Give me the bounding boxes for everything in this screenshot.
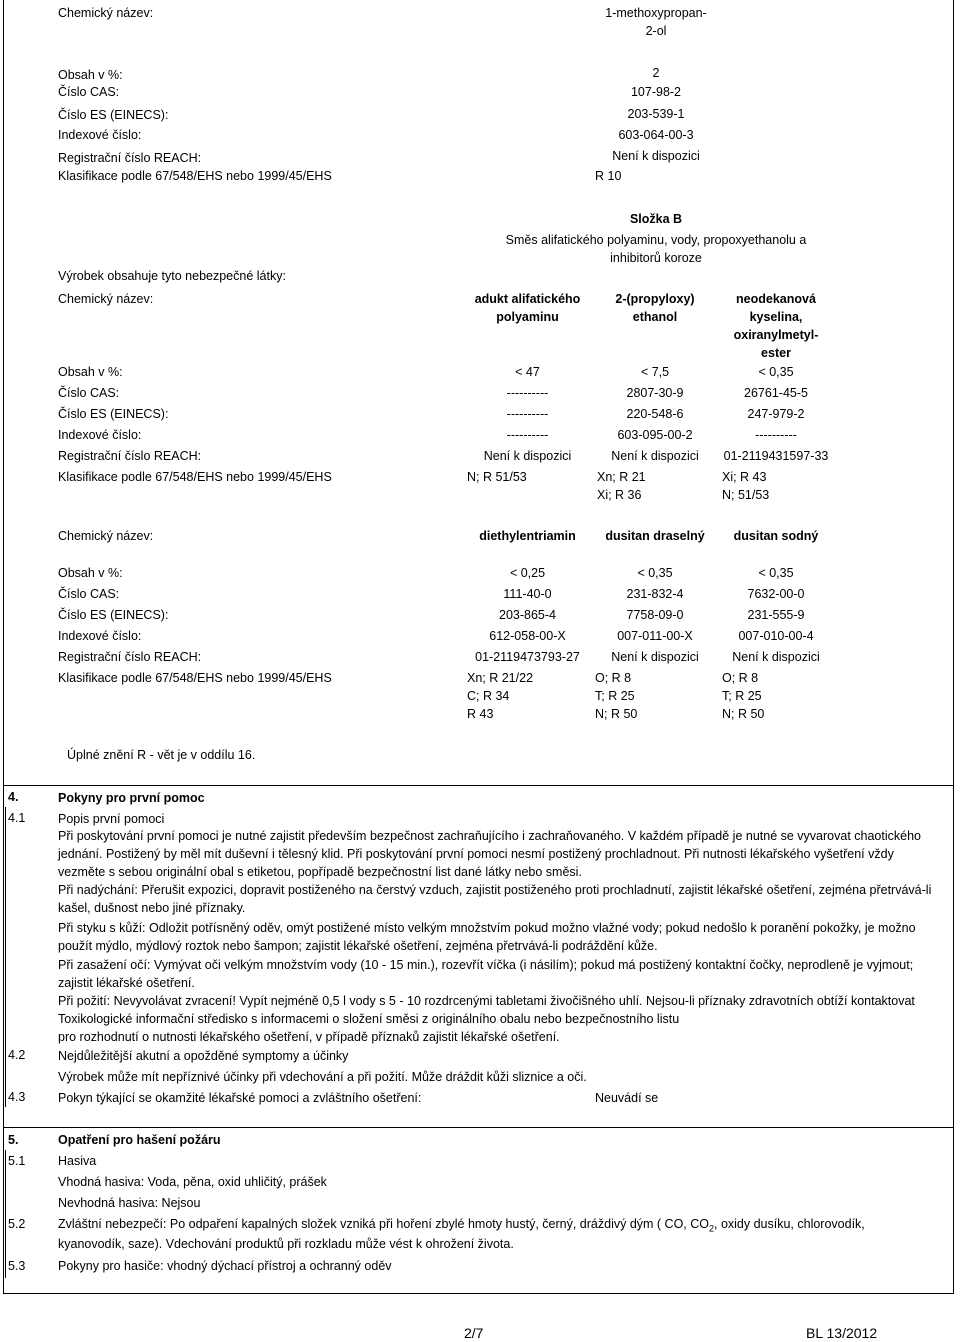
b3-col1-content: < 0,25 [509, 566, 546, 580]
b2-col3-es: 247-979-2 [747, 407, 805, 421]
label-reach: Registrační číslo REACH: [58, 449, 202, 463]
b3-col2-reach: Není k dispozici [611, 650, 699, 664]
es-value: 203-539-1 [627, 107, 685, 121]
section-5-title: Opatření pro hašení požáru [58, 1133, 221, 1147]
label-chemical-name-3: Chemický název: [58, 529, 154, 543]
label-classification: Klasifikace podle 67/548/EHS nebo 1999/45/EHS [58, 169, 332, 183]
b3-col3-cas: 7632-00-0 [747, 587, 805, 601]
label-cas: Číslo CAS: [58, 386, 120, 400]
special-hazards-text-end: , oxidy dusíku, chlorovodík, [714, 1217, 865, 1231]
label-reach: Registrační číslo REACH: [58, 151, 202, 165]
b2-col3-cas: 26761-45-5 [744, 386, 808, 400]
b3-col3-reach: Není k dispozici [732, 650, 820, 664]
label-es: Číslo ES (EINECS): [58, 608, 169, 622]
b3-col3-classification: O; R 8 [722, 671, 759, 685]
label-index: Indexové číslo: [58, 629, 142, 643]
subsection-4-2-number: 4.2 [8, 1048, 26, 1062]
index-value: 603-064-00-3 [618, 128, 694, 142]
cas-value: 107-98-2 [630, 85, 682, 99]
b3-col3-content: < 0,35 [758, 566, 794, 580]
section-5-number: 5. [8, 1133, 19, 1147]
b3-col3-name: dusitan sodný [733, 529, 819, 543]
subsection-4-2-text: Výrobek může mít nepříznivé účinky při vdechování a při požití. Může dráždit kůži sliznice a oči. [58, 1070, 587, 1084]
subsection-5-1-number: 5.1 [8, 1154, 26, 1168]
b3-col2-classification: T; R 25 [595, 689, 635, 703]
component-title: Složka B [629, 212, 683, 226]
b2-col1-name: adukt alifatického [474, 292, 581, 306]
b3-col3-classification: T; R 25 [722, 689, 762, 703]
b2-col1-name: polyaminu [496, 310, 559, 324]
b2-col2-name: ethanol [632, 310, 678, 324]
b3-col1-cas: 111-40-0 [503, 587, 552, 601]
b2-col1-classification: N; R 51/53 [467, 470, 527, 484]
substance-name-line2: 2-ol [645, 24, 667, 38]
b2-col2-classification: Xn; R 21 [597, 470, 646, 484]
b2-col2-index: 603-095-00-2 [617, 428, 693, 442]
co2-subscript: 2 [708, 1223, 714, 1234]
b2-col2-content: < 7,5 [640, 365, 670, 379]
page-number: 2/7 [464, 1325, 484, 1341]
first-aid-ingestion: Při požití: Nevyvolávat zvracení! Vypít nejméně 0,5 l vody s 5 - 10 rozdrcenými tabletami živočišného uhlí. Nejsou-li příznaky zdravotních obtíží kontaktovat Toxikologické informační středisko s informacemi o složení směsi z originálního obalu nebo bezpečnostního listu [58, 994, 915, 1026]
label-content: Obsah v %: [58, 566, 123, 580]
b2-col1-es: ---------- [506, 407, 549, 421]
unsuitable-extinguishers: Nevhodná hasiva: Nejsou [58, 1196, 201, 1210]
special-hazards-text: Zvláštní nebezpečí: Po odpaření kapalných složek vzniká při hoření zbylé hmoty hustý, černý, dráždivý dým ( CO, CO [58, 1217, 709, 1231]
content-value: 2 [652, 66, 660, 80]
document-code: BL 13/2012 [806, 1325, 878, 1341]
section-5-margin-rule [5, 1150, 6, 1278]
suitable-extinguishers: Vhodná hasiva: Voda, pěna, oxid uhličitý, prášek [58, 1175, 327, 1189]
b3-col2-classification: O; R 8 [595, 671, 632, 685]
b3-col3-index: 007-010-00-4 [738, 629, 814, 643]
b2-col3-name: neodekanová [736, 292, 816, 306]
label-reach: Registrační číslo REACH: [58, 650, 202, 664]
subsection-5-2-number: 5.2 [8, 1217, 26, 1231]
b3-col1-reach: 01-2119473793-27 [475, 650, 580, 664]
b3-col1-name: diethylentriamin [479, 529, 576, 543]
label-cas: Číslo CAS: [58, 587, 120, 601]
b2-col3-index: ---------- [755, 428, 797, 442]
first-aid-eyes: Při zasažení očí: Vymývat oči velkým množstvím vody (10 - 15 min.), rozevřít víčka (i násilím); pokud má postižený kontaktní čočky, neprodleně je vyjmout; zajistit lékařské ošetření. [58, 958, 914, 990]
b2-col3-name: kyselina, [749, 310, 803, 324]
component-subtitle-2: inhibitorů koroze [610, 251, 702, 265]
reach-value: Není k dispozici [612, 149, 700, 163]
label-content: Obsah v %: [58, 68, 123, 82]
b2-col2-name: 2-(propyloxy) [615, 292, 695, 306]
b3-col2-index: 007-011-00-X [617, 629, 693, 643]
b3-col1-index: 612-058-00-X [489, 629, 566, 643]
b2-col3-classification: N; 51/53 [722, 488, 770, 502]
section-4-number: 4. [8, 790, 19, 804]
b3-col2-content: < 0,35 [637, 566, 673, 580]
b3-col2-classification: N; R 50 [595, 707, 638, 721]
section-4-margin-rule [5, 807, 6, 1107]
section-4-title: Pokyny pro první pomoc [58, 791, 205, 805]
b3-col1-classification: C; R 34 [467, 689, 510, 703]
firefighter-advice: Pokyny pro hasiče: vhodný dýchací přístroj a ochranný oděv [58, 1259, 392, 1273]
r-phrases-note: Úplné znění R - vět je v oddílu 16. [67, 748, 256, 762]
b3-col1-classification: R 43 [467, 707, 494, 721]
first-aid-ingestion-end: pro rozhodnutí o nutnosti lékařského ošetření, v případě příznaků zajistit lékařské ošetření. [58, 1030, 560, 1044]
b3-col2-cas: 231-832-4 [626, 587, 684, 601]
special-hazards-line1 [58, 1216, 865, 1237]
b2-col3-name: ester [761, 346, 791, 360]
section-divider [4, 785, 953, 786]
b2-col2-cas: 2807-30-9 [626, 386, 684, 400]
subsection-5-1-title: Hasiva [58, 1154, 97, 1168]
label-es: Číslo ES (EINECS): [58, 108, 169, 122]
subsection-4-2-title: Nejdůležitější akutní a opožděné symptomy a účinky [58, 1049, 349, 1063]
label-index: Indexové číslo: [58, 428, 142, 442]
section-divider [4, 1127, 953, 1128]
b3-col2-es: 7758-09-0 [626, 608, 684, 622]
label-classification: Klasifikace podle 67/548/EHS nebo 1999/45/EHS [58, 671, 332, 685]
subsection-5-3-number: 5.3 [8, 1259, 26, 1273]
b2-col2-reach: Není k dispozici [611, 449, 699, 463]
b2-col1-cas: ---------- [506, 386, 549, 400]
subsection-4-1-title: Popis první pomoci [58, 812, 165, 826]
b2-col1-index: ---------- [506, 428, 549, 442]
classification-value: R 10 [595, 169, 622, 183]
label-chemical-name-1: Chemický název: [58, 6, 154, 20]
b3-col3-classification: N; R 50 [722, 707, 765, 721]
subsection-4-3-number: 4.3 [8, 1090, 26, 1104]
first-aid-inhalation: Při nadýchání: Přerušit expozici, dopravit postiženého na čerstvý vzduch, zajistit postiženého proti prochladnutí, zajistit lékařské ošetření, zejména přetrvává-li kašel, dušnost nebo jiné příznaky. [58, 883, 932, 915]
b2-col3-name: oxiranylmetyl- [733, 328, 819, 342]
b3-col1-es: 203-865-4 [499, 608, 556, 622]
b2-col2-classification: Xi; R 36 [597, 488, 642, 502]
b2-col1-content: < 47 [515, 365, 540, 379]
subsection-4-3-value: Neuvádí se [595, 1091, 659, 1105]
subsection-4-1-number: 4.1 [8, 811, 26, 825]
label-es: Číslo ES (EINECS): [58, 407, 169, 421]
b2-col3-classification: Xi; R 43 [722, 470, 767, 484]
component-subtitle-1: Směs alifatického polyaminu, vody, propoxyethanolu a [505, 233, 807, 247]
b2-col1-reach: Není k dispozici [483, 449, 572, 463]
b3-col1-classification: Xn; R 21/22 [467, 671, 534, 685]
first-aid-skin: Při styku s kůží: Odložit potřísněný oděv, omýt postižené místo velkým množstvím pokud možno vlažné vody; pokud nedošlo k poranění pokožky, je možno použít mýdlo, mýdlový roztok nebo šampon; zajistit lékařské ošetření, zejména přetrvává-li podráždění kůže. [58, 921, 916, 953]
b2-col2-es: 220-548-6 [626, 407, 684, 421]
b3-col3-es: 231-555-9 [747, 608, 805, 622]
label-index: Indexové číslo: [58, 128, 142, 142]
label-content: Obsah v %: [58, 365, 123, 379]
b3-col2-name: dusitan draselný [605, 529, 705, 543]
label-classification: Klasifikace podle 67/548/EHS nebo 1999/45/EHS [58, 470, 332, 484]
special-hazards-line2: kyanovodík, saze). Vdechování produktů při rozkladu může vést k ohrožení života. [58, 1237, 514, 1251]
substance-name-line1: 1-methoxypropan- [605, 6, 707, 20]
b2-col3-reach: 01-2119431597-33 [723, 449, 829, 463]
label-cas: Číslo CAS: [58, 85, 120, 99]
first-aid-general: Při poskytování první pomoci je nutné zajistit především bezpečnost zachraňujícího i zachraňovaného. V každém případě je nutné se vyvarovat chaotického jednání. Postižený by měl mít duševní i tělesný klid. Při poskytování první pomoci nesmí postižený prochladnout. Při nutnosti lékařského vyšetření vždy vezměte s sebou originální obal s etiketou, popřípadě bezpečnostní list dané látky nebo směsi. [58, 829, 921, 879]
b2-col3-content: < 0,35 [758, 365, 794, 379]
label-chemical-name-2: Chemický název: [58, 292, 154, 306]
hazardous-intro: Výrobek obsahuje tyto nebezpečné látky: [58, 269, 286, 283]
subsection-4-3-title: Pokyn týkající se okamžité lékařské pomoci a zvláštního ošetření: [58, 1091, 422, 1105]
